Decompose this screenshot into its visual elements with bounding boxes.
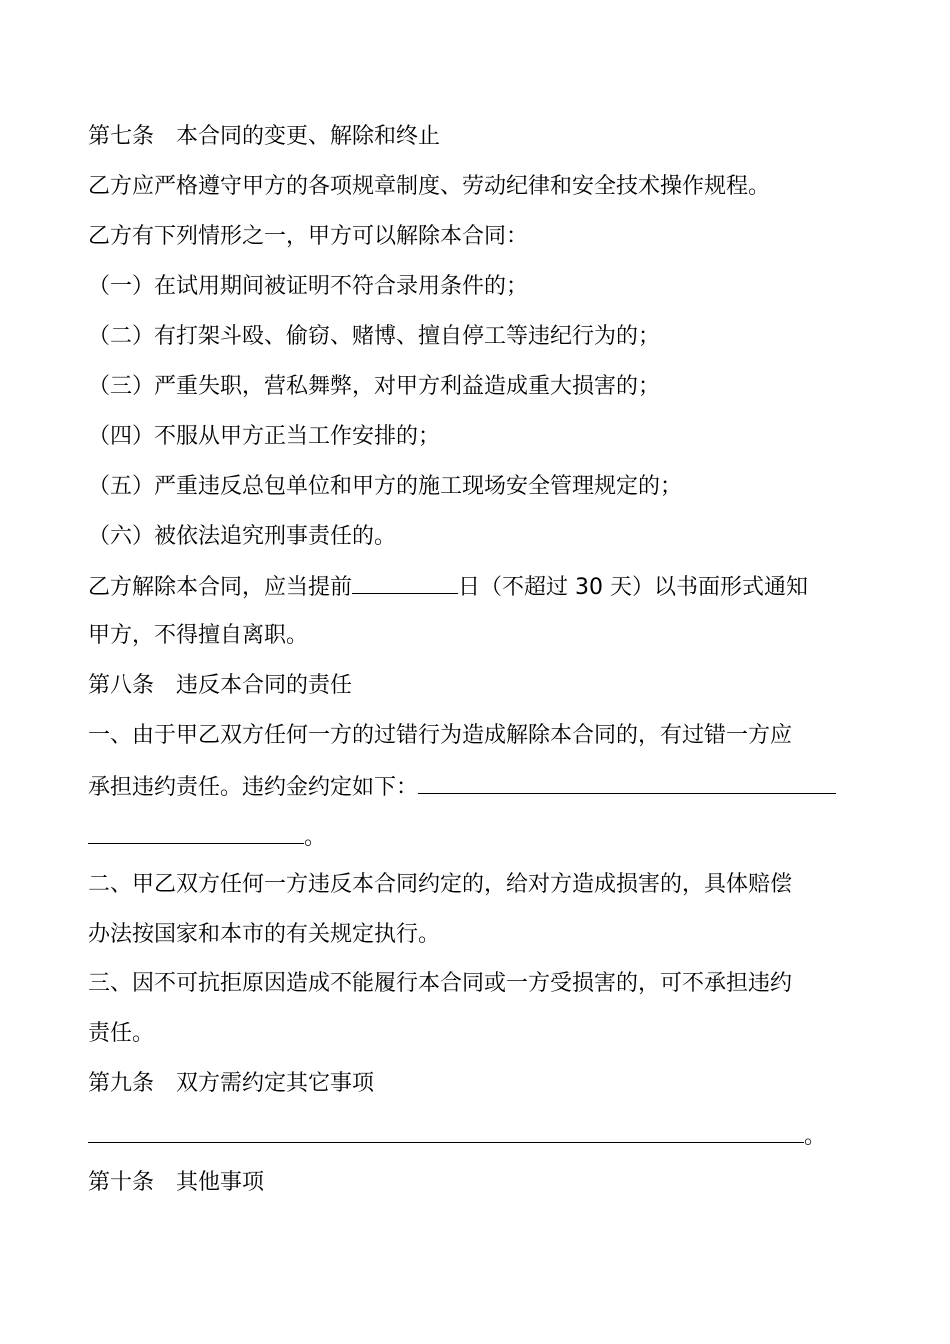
article-8-clause-1-line-2 (88, 771, 836, 803)
article-9-fill-line (88, 1120, 826, 1152)
penalty-end-mark: 。 (304, 825, 327, 850)
penalty-blank-continued[interactable] (88, 821, 304, 844)
article-8-heading: 第八条 违反本合同的责任 (88, 673, 353, 698)
article-7-item-4: （四）不服从甲方正当工作安排的； (88, 424, 441, 449)
notice-period-after-text: 日（不超过 30 天）以书面形式通知 (458, 575, 808, 600)
article-7-item-6: （六）被依法追究刑事责任的。 (88, 524, 397, 549)
article-10-heading: 第十条 其他事项 (88, 1170, 265, 1195)
article-8-clause-2-line-2: 办法按国家和本市的有关规定执行。 (88, 922, 441, 947)
article-7-paragraph-2: 乙方有下列情形之一，甲方可以解除本合同： (88, 224, 529, 249)
notice-period-line (88, 571, 808, 603)
article-7-item-5: （五）严重违反总包单位和甲方的施工现场安全管理规定的； (88, 474, 683, 499)
penalty-label: 承担违约责任。违约金约定如下： (88, 775, 419, 800)
article-7-item-3: （三）严重失职，营私舞弊，对甲方利益造成重大损害的； (88, 374, 661, 399)
penalty-blank[interactable] (418, 771, 836, 794)
article-9-end-mark: 。 (804, 1124, 827, 1149)
article-8-clause-1-line-1: 一、由于甲乙双方任何一方的过错行为造成解除本合同的，有过错一方应 (88, 723, 793, 748)
notice-period-before-text: 乙方解除本合同，应当提前 (88, 575, 353, 600)
notice-period-line-2: 甲方，不得擅自离职。 (88, 623, 309, 648)
other-matters-blank[interactable] (88, 1120, 804, 1143)
article-7-paragraph-1: 乙方应严格遵守甲方的各项规章制度、劳动纪律和安全技术操作规程。 (88, 174, 771, 199)
article-8-clause-3-line-1: 三、因不可抗拒原因造成不能履行本合同或一方受损害的，可不承担违约 (88, 971, 793, 996)
article-8-clause-1-line-3 (88, 821, 326, 853)
article-7-item-1: （一）在试用期间被证明不符合录用条件的； (88, 274, 529, 299)
article-8-clause-3-line-2: 责任。 (88, 1021, 155, 1046)
article-7-item-2: （二）有打架斗殴、偷窃、赌博、擅自停工等违纪行为的； (88, 324, 661, 349)
article-8-clause-2-line-1: 二、甲乙双方任何一方违反本合同约定的，给对方造成损害的，具体赔偿 (88, 872, 793, 897)
notice-days-blank[interactable] (352, 571, 458, 594)
article-7-heading: 第七条 本合同的变更、解除和终止 (88, 124, 441, 149)
article-9-heading: 第九条 双方需约定其它事项 (88, 1071, 375, 1096)
